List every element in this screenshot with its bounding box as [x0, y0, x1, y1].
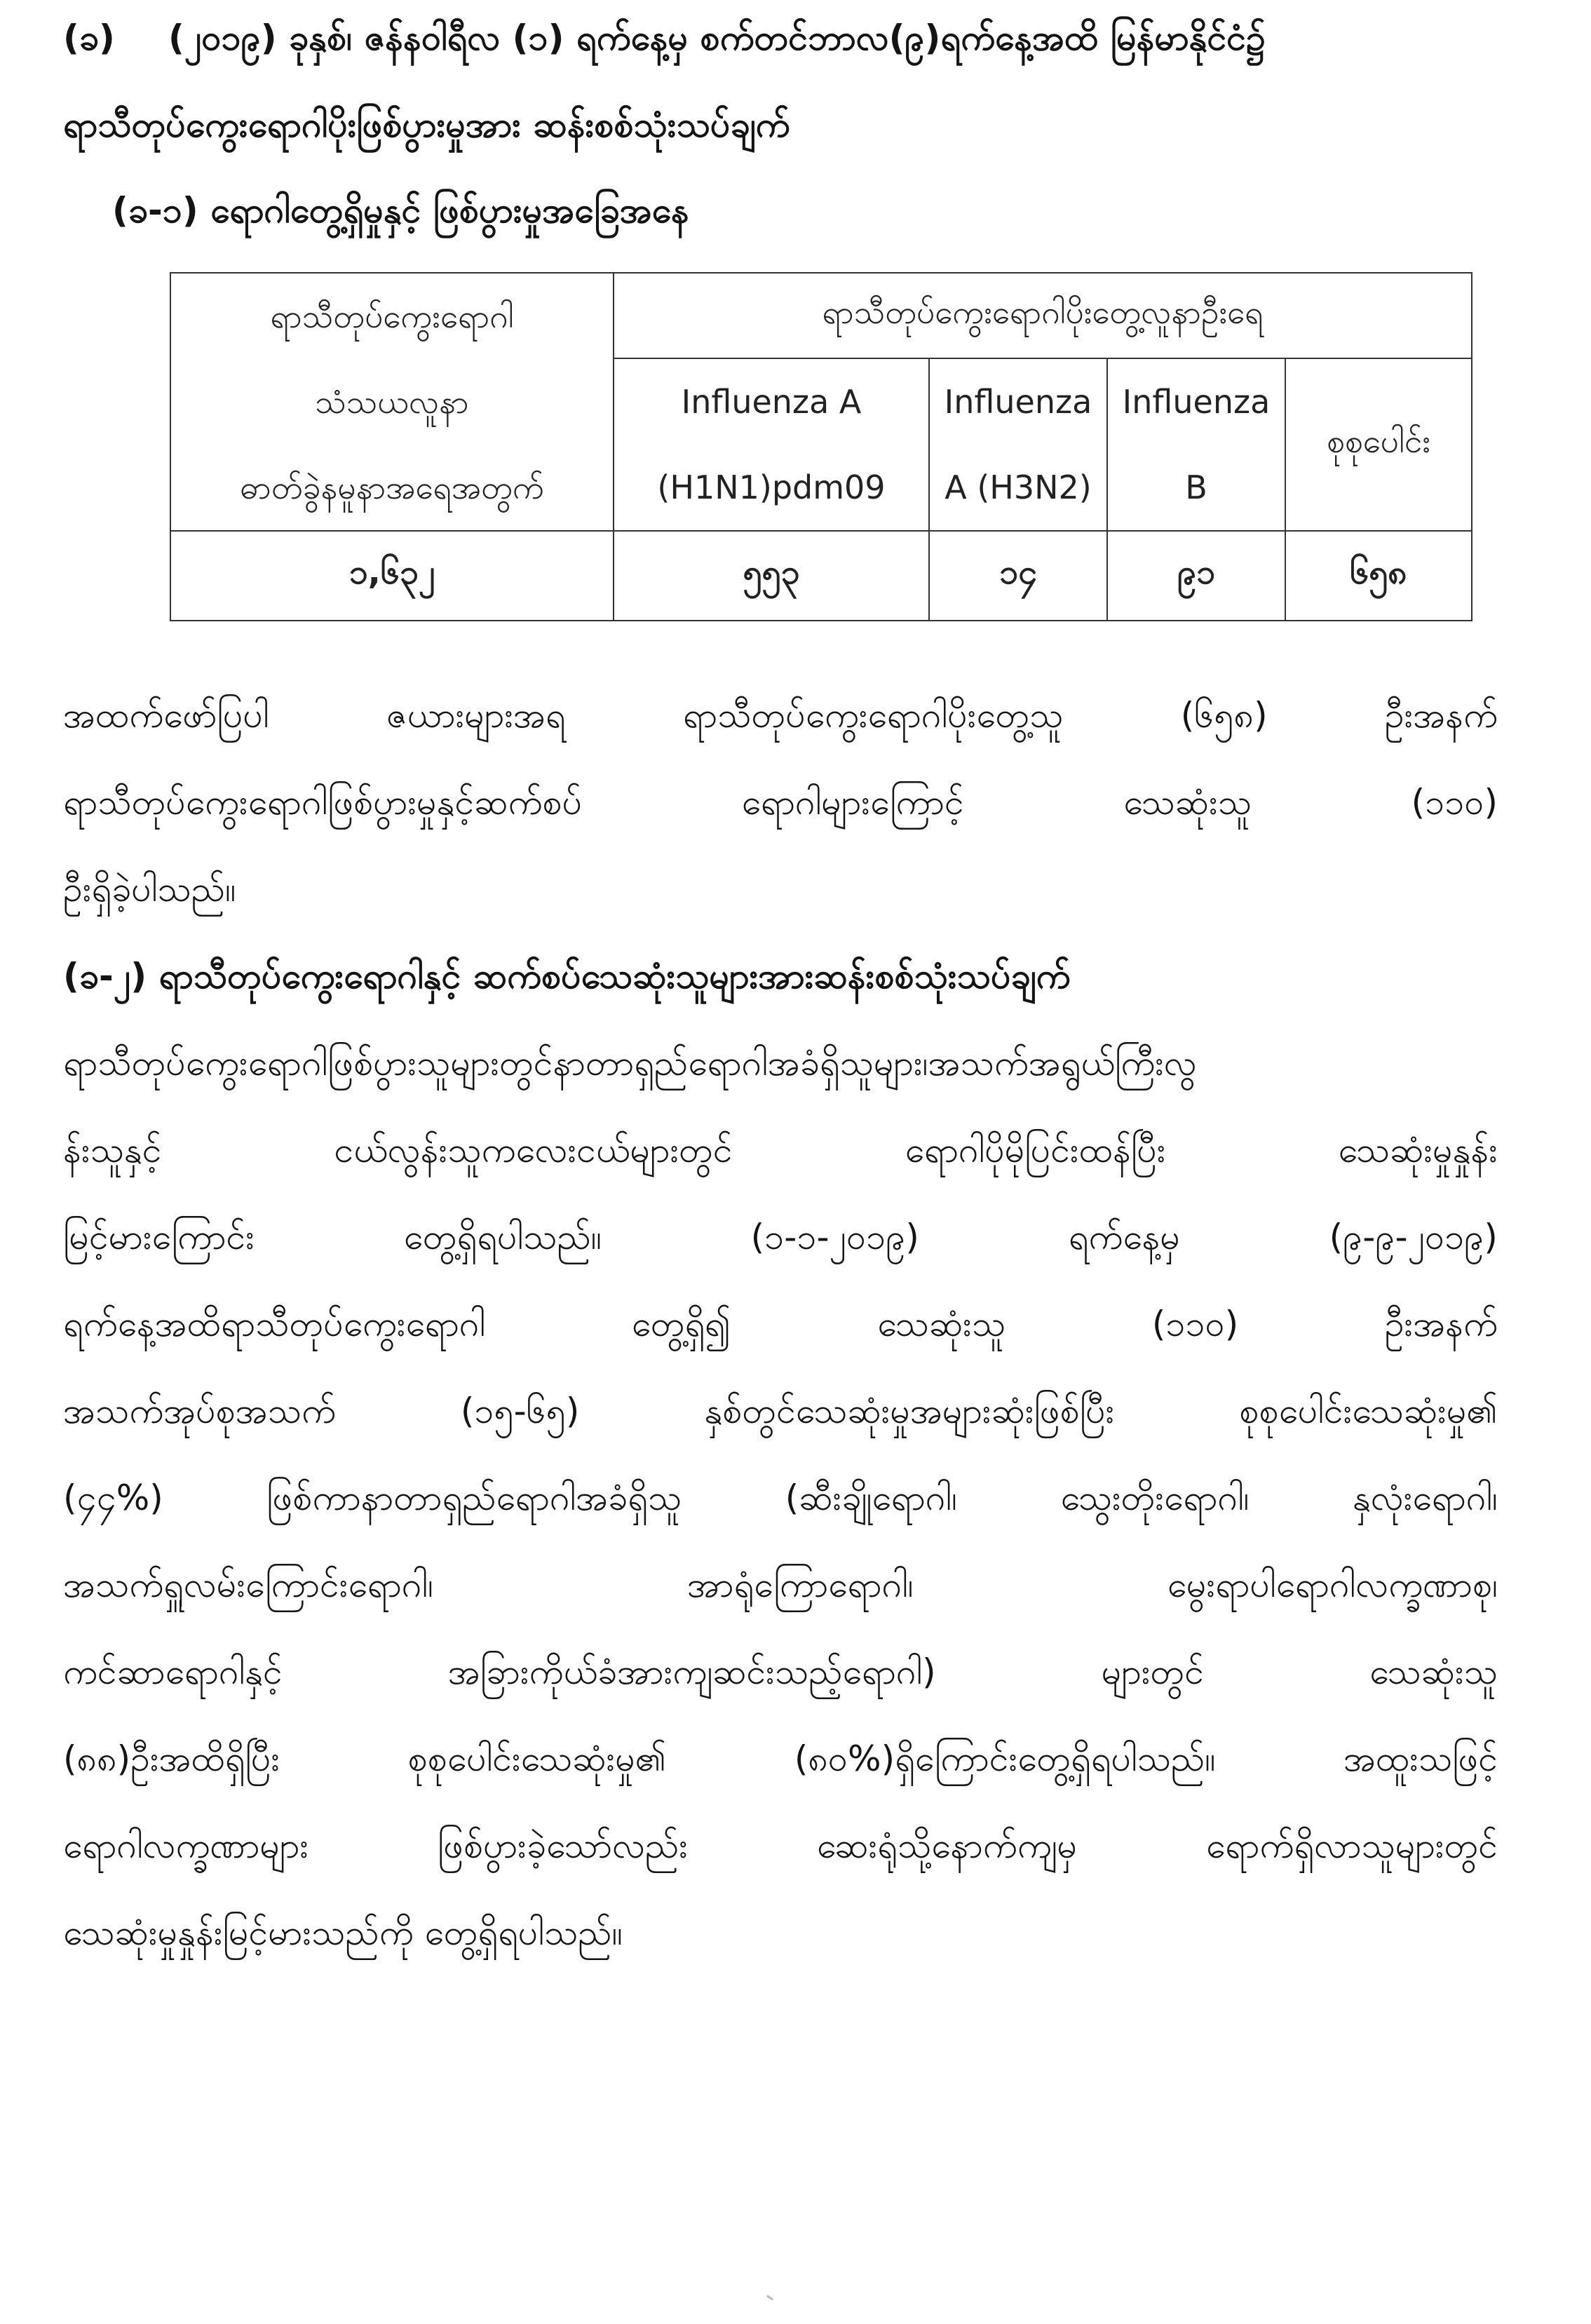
paragraph2-line-3 — [63, 1215, 1498, 1259]
heading-line-1: (၂၀၁၉) ခုနှစ်၊ ဇန်နဝါရီလ (၁) ရက်နေ့မှ စက်တင်ဘာလ(၉)ရက်နေ့အထိ မြန်မာနိုင်ငံ၌ — [168, 18, 1266, 58]
paragraph2-line-7 — [63, 1562, 1498, 1607]
influenza-b-count-cell: ၉၁ — [1107, 531, 1285, 621]
word: မြင့်မားကြောင်း — [63, 1217, 255, 1257]
word: ဖြစ်ပွားခဲ့သော်လည်း — [438, 1825, 688, 1866]
h3n2-header-line-1: Influenza — [944, 383, 1092, 421]
word: ရောဂါလက္ခဏာများ — [63, 1825, 309, 1866]
word: အာရုံကြောရောဂါ၊ — [687, 1565, 914, 1605]
h3n2-count-cell: ၁၄ — [929, 531, 1107, 621]
paragraph2-line-11: သေဆုံးမှုနှုန်းမြင့်မားသည်ကို တွေ့ရှိရပါသည်။ — [63, 1912, 623, 1953]
paragraph1-line-2 — [63, 780, 1498, 825]
word: အခြားကိုယ်ခံအားကျဆင်းသည့်ရောဂါ) — [447, 1651, 936, 1692]
word: (၁၁၀) — [1411, 782, 1498, 823]
word: နှစ်တွင်သေဆုံးမှုအများဆုံးဖြစ်ပြီး — [704, 1391, 1115, 1431]
word: ငယ်လွန်းသူကလေးငယ်များတွင် — [334, 1130, 733, 1170]
word: များတွင် — [1101, 1651, 1204, 1692]
paragraph2-line-6 — [63, 1475, 1498, 1520]
paragraph1-line-1 — [63, 693, 1498, 738]
total-count-cell: ၆၅၈ — [1285, 531, 1472, 621]
word: ရာသီတုပ်ကွေးရောဂါဖြစ်ပွားမှုနှင့်ဆက်စပ် — [63, 782, 583, 823]
word: ရောဂါများကြောင့် — [741, 782, 964, 823]
section-title-2: (ခ-၂) ရာသီတုပ်ကွေးရောဂါနှင့် ဆက်စပ်သေဆုံးသူများအားဆန်းစစ်သုံးသပ်ချက် — [63, 956, 1071, 997]
word: တွေ့ရှိ၍ — [631, 1304, 731, 1344]
h1n1-header-line-1: Influenza A — [681, 383, 862, 421]
word: ဦးအနက် — [1384, 1304, 1498, 1344]
word: သွေးတိုးရောဂါ၊ — [1060, 1478, 1250, 1518]
positive-header-cell: ရာသီတုပ်ကွေးရောဂါပိုးတွေ့လူနာဦးရေ — [614, 273, 1472, 358]
word: ဦးအနက် — [1384, 695, 1498, 736]
word: မွေးရာပါရောဂါလက္ခဏာစု၊ — [1167, 1565, 1498, 1605]
word: ရက်နေ့မှ — [1068, 1217, 1180, 1257]
word: သေဆုံးသူ — [1369, 1651, 1498, 1692]
influenza-b-header-cell — [1107, 358, 1285, 531]
word: အထက်ဖော်ပြပါ — [63, 695, 269, 736]
word: ရာသီတုပ်ကွေးရောဂါပိုးတွေ့သူ — [682, 695, 1064, 736]
suspected-header-line-1: ရာသီတုပ်ကွေးရောဂါ — [270, 297, 514, 335]
influenza-b-header-line-2: B — [1185, 468, 1207, 506]
influenza-b-header-line-1: Influenza — [1122, 383, 1271, 421]
word: (ဆီးချိုရောဂါ၊ — [785, 1478, 957, 1518]
scan-speck — [766, 2295, 773, 2300]
word: သေဆုံးမှုနှုန်း — [1338, 1130, 1498, 1170]
word: (၁၁၀) — [1151, 1304, 1239, 1344]
heading-number: (ခ) — [63, 18, 115, 58]
word: အသက်အုပ်စုအသက် — [63, 1391, 336, 1431]
word: ဖြစ်ကာနာတာရှည်ရောဂါအခံရှိသူ — [266, 1478, 682, 1518]
h1n1-header-line-2: (H1N1)pdm09 — [657, 468, 886, 506]
influenza-cases-table — [170, 272, 1472, 621]
word: (၆၅၈) — [1180, 695, 1268, 736]
word: တွေ့ရှိရပါသည်။ — [403, 1217, 602, 1257]
word: ကင်ဆာရောဂါနှင့် — [63, 1651, 283, 1692]
h1n1-header-cell — [614, 358, 929, 531]
h3n2-header-cell — [929, 358, 1107, 531]
word: နှလုံးရောဂါ၊ — [1353, 1478, 1498, 1518]
paragraph1-line-3: ဦးရှိခဲ့ပါသည်။ — [63, 869, 236, 910]
suspected-header-line-3: ဓာတ်ခွဲနမူနာအရေအတွက် — [240, 468, 544, 506]
word: (၁-၁-၂၀၁၉) — [750, 1217, 919, 1257]
word: သေဆုံးသူ — [877, 1304, 1006, 1344]
paragraph2-line-10 — [63, 1823, 1498, 1868]
suspected-header-cell — [170, 273, 614, 531]
word: (၁၅-၆၅) — [460, 1391, 580, 1431]
heading-line-2: ရာသီတုပ်ကွေးရောဂါပိုးဖြစ်ပွားမှုအား ဆန်းစစ်သုံးသပ်ချက် — [63, 104, 790, 145]
word: (၈၈)ဦးအထိရှိပြီး — [63, 1738, 280, 1779]
paragraph2-line-5 — [63, 1389, 1498, 1433]
word: စုစုပေါင်းသေဆုံးမှု၏ — [1239, 1391, 1498, 1431]
word: (၄၄%) — [63, 1478, 163, 1518]
paragraph2-line-4 — [63, 1302, 1498, 1346]
suspected-header-line-2: သံသယလူနာ — [315, 383, 469, 421]
paragraph2-line-8 — [63, 1649, 1498, 1694]
word: စုစုပေါင်းသေဆုံးမှု၏ — [407, 1738, 667, 1779]
word: အသက်ရှူလမ်းကြောင်းရောဂါ၊ — [63, 1565, 433, 1605]
word: သေဆုံးသူ — [1123, 782, 1252, 823]
total-header-cell: စုစုပေါင်း — [1285, 358, 1472, 531]
paragraph2-line-2 — [63, 1128, 1498, 1173]
suspected-count-cell: ၁,၆၃၂ — [170, 531, 614, 621]
word: ရောက်ရှိလာသူများတွင် — [1206, 1825, 1498, 1866]
word: (၈၀%)ရှိကြောင်းတွေ့ရှိရပါသည်။ — [794, 1738, 1216, 1779]
word: ဆေးရုံသို့နောက်ကျမှ — [816, 1825, 1078, 1866]
word: န်းသူနှင့် — [63, 1130, 162, 1170]
word: အထူးသဖြင့် — [1343, 1738, 1498, 1779]
h1n1-count-cell: ၅၅၃ — [614, 531, 929, 621]
paragraph2-line-1: ရာသီတုပ်ကွေးရောဂါဖြစ်ပွားသူများတွင်နာတာရှည်ရောဂါအခံရှိသူများ၊အသက်အရွယ်ကြီးလွ — [63, 1043, 1197, 1083]
word: ဇယားများအရ — [386, 695, 566, 736]
word: ရက်နေ့အထိရာသီတုပ်ကွေးရောဂါ — [63, 1304, 486, 1344]
word: ရောဂါပိုမိုပြင်းထန်ပြီး — [905, 1130, 1166, 1170]
word: (၉-၉-၂၀၁၉) — [1329, 1217, 1498, 1257]
section-title-1: (ခ-၁) ရောဂါတွေ့ရှိမှုနှင့် ဖြစ်ပွားမှုအခြေအနေ — [112, 190, 689, 231]
h3n2-header-line-2: A (H3N2) — [945, 468, 1092, 506]
paragraph2-line-9 — [63, 1736, 1498, 1781]
